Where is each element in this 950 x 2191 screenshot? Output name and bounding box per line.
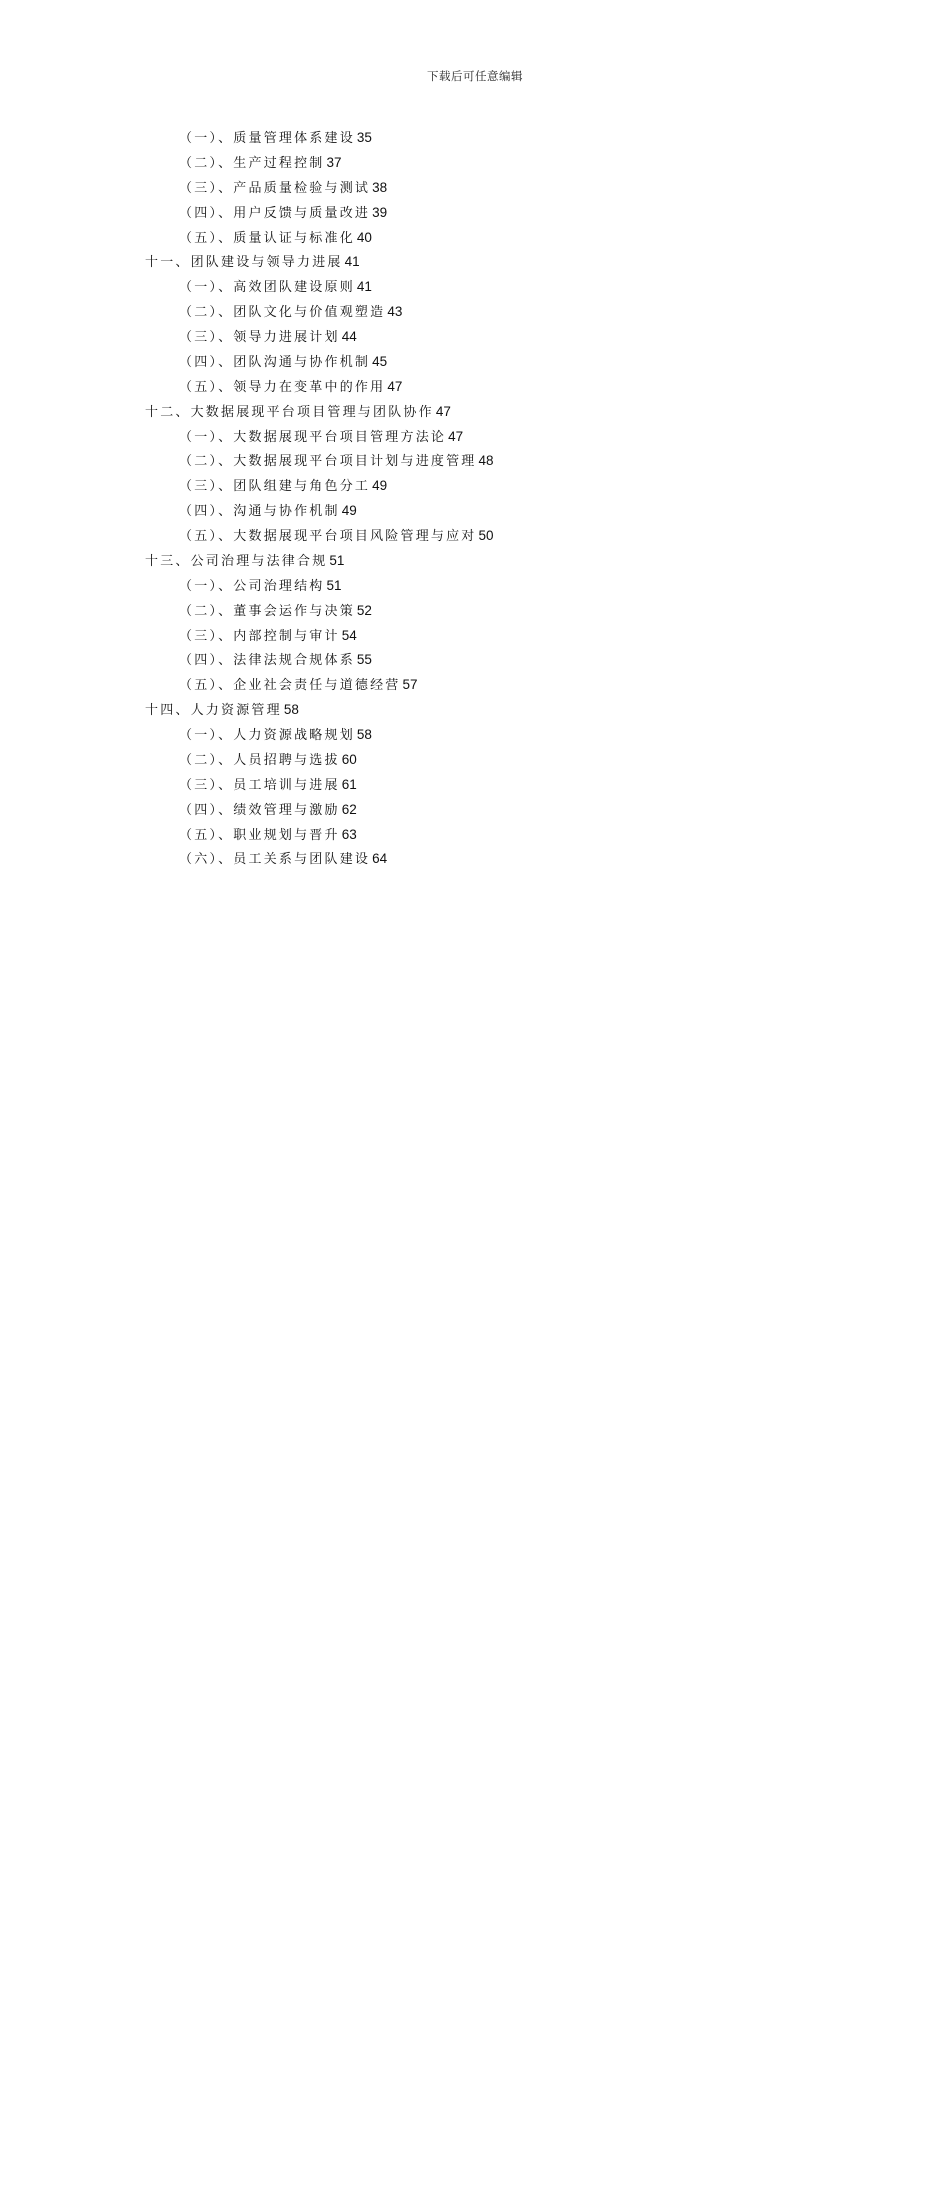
toc-page-number: 58: [356, 727, 372, 742]
toc-chapter-entry[interactable]: [145, 250, 807, 275]
toc-section-entry[interactable]: [145, 773, 807, 798]
toc-page-number: 48: [478, 453, 494, 469]
toc-section-entry[interactable]: [145, 350, 807, 375]
toc-entry-title: （一）、公司治理结构: [179, 578, 325, 594]
toc-page-number: 49: [372, 478, 388, 494]
toc-page-number: 61: [341, 776, 357, 792]
toc-page-number: 63: [341, 826, 357, 842]
toc-entry-title: （二）、团队文化与价值观塑造: [179, 305, 386, 321]
toc-page-number: 41: [356, 279, 372, 295]
toc-section-entry[interactable]: [145, 673, 807, 698]
toc-entry-title: （五）、职业规划与晋升: [179, 827, 340, 843]
toc-entry-title: （二）、大数据展现平台项目计划与进度管理: [179, 454, 477, 470]
toc-page-number: 44: [341, 329, 357, 344]
toc-section-entry[interactable]: [145, 474, 807, 499]
toc-section-entry[interactable]: [145, 823, 807, 848]
toc-page-number: 60: [341, 751, 357, 767]
toc-page-number: 57: [402, 677, 418, 693]
table-of-contents: [145, 126, 807, 872]
toc-entry-title: （四）、团队沟通与协作机制: [179, 354, 371, 370]
toc-page-number: 37: [326, 154, 342, 170]
toc-entry-title: （四）、法律法规合规体系: [179, 653, 355, 669]
toc-page-number: 39: [372, 204, 388, 220]
toc-section-entry[interactable]: [145, 648, 807, 673]
toc-entry-title: 十四、人力资源管理: [145, 703, 282, 719]
page-header: 下载后可任意编辑: [427, 69, 523, 83]
toc-entry-title: （一）、高效团队建设原则: [179, 280, 355, 296]
toc-section-entry[interactable]: [145, 574, 807, 599]
toc-entry-title: （五）、企业社会责任与道德经营: [179, 678, 401, 694]
toc-section-entry[interactable]: [145, 275, 807, 300]
toc-section-entry[interactable]: [145, 599, 807, 624]
toc-chapter-entry[interactable]: [145, 549, 807, 574]
toc-entry-title: （一）、质量管理体系建设: [179, 131, 355, 146]
toc-page-number: 40: [356, 229, 372, 245]
toc-page-number: 58: [283, 702, 299, 718]
toc-page-number: 62: [341, 801, 357, 817]
toc-section-entry[interactable]: [145, 300, 807, 325]
toc-section-entry[interactable]: [145, 723, 807, 748]
toc-page-number: 51: [329, 552, 345, 568]
toc-section-entry[interactable]: [145, 126, 807, 151]
toc-entry-title: （二）、董事会运作与决策: [179, 603, 355, 619]
toc-section-entry[interactable]: [145, 176, 807, 201]
toc-page-number: 51: [326, 577, 342, 593]
toc-section-entry[interactable]: [145, 375, 807, 400]
toc-entry-title: （一）、大数据展现平台项目管理方法论: [179, 429, 447, 445]
toc-section-entry[interactable]: [145, 425, 807, 450]
toc-entry-title: （四）、沟通与协作机制: [179, 504, 340, 520]
toc-section-entry[interactable]: [145, 226, 807, 251]
toc-page-number: 45: [372, 353, 388, 369]
toc-page-number: 43: [387, 304, 403, 320]
toc-entry-title: 十二、大数据展现平台项目管理与团队协作: [145, 404, 434, 420]
toc-entry-title: （四）、用户反馈与质量改进: [179, 205, 371, 221]
toc-page-number: 35: [356, 130, 372, 145]
toc-entry-title: （三）、团队组建与角色分工: [179, 479, 371, 495]
toc-page-number: 55: [356, 652, 372, 668]
toc-page-number: 64: [372, 851, 388, 867]
toc-page-number: 50: [478, 528, 494, 543]
toc-entry-title: （一）、人力资源战略规划: [179, 728, 355, 743]
toc-section-entry[interactable]: [145, 798, 807, 823]
toc-entry-title: （六）、员工关系与团队建设: [179, 852, 371, 868]
toc-entry-title: （四）、绩效管理与激励: [179, 802, 340, 818]
toc-section-entry[interactable]: [145, 325, 807, 350]
toc-entry-title: （三）、内部控制与审计: [179, 628, 340, 644]
toc-entry-title: （二）、生产过程控制: [179, 155, 325, 171]
toc-section-entry[interactable]: [145, 201, 807, 226]
toc-page-number: 47: [448, 428, 464, 444]
toc-chapter-entry[interactable]: [145, 400, 807, 425]
toc-entry-title: 十一、团队建设与领导力进展: [145, 255, 343, 271]
toc-entry-title: （五）、质量认证与标准化: [179, 230, 355, 246]
toc-page-number: 49: [341, 503, 357, 519]
toc-page-number: 54: [341, 627, 357, 643]
toc-entry-title: 十三、公司治理与法律合规: [145, 553, 328, 569]
toc-entry-title: （三）、领导力进展计划: [179, 330, 340, 345]
toc-page-number: 52: [356, 602, 372, 618]
toc-entry-title: （五）、大数据展现平台项目风险管理与应对: [179, 529, 477, 544]
toc-entry-title: （三）、产品质量检验与测试: [179, 180, 371, 196]
toc-entry-title: （五）、领导力在变革中的作用: [179, 379, 386, 395]
toc-page-number: 38: [372, 179, 388, 195]
toc-section-entry[interactable]: [145, 624, 807, 649]
toc-section-entry[interactable]: [145, 499, 807, 524]
toc-entry-title: （二）、人员招聘与选拔: [179, 752, 340, 768]
toc-section-entry[interactable]: [145, 151, 807, 176]
toc-page-number: 41: [344, 254, 360, 270]
toc-page-number: 47: [387, 378, 403, 394]
toc-section-entry[interactable]: [145, 748, 807, 773]
toc-entry-title: （三）、员工培训与进展: [179, 777, 340, 793]
toc-section-entry[interactable]: [145, 847, 807, 872]
toc-chapter-entry[interactable]: [145, 698, 807, 723]
toc-page-number: 47: [435, 403, 451, 419]
